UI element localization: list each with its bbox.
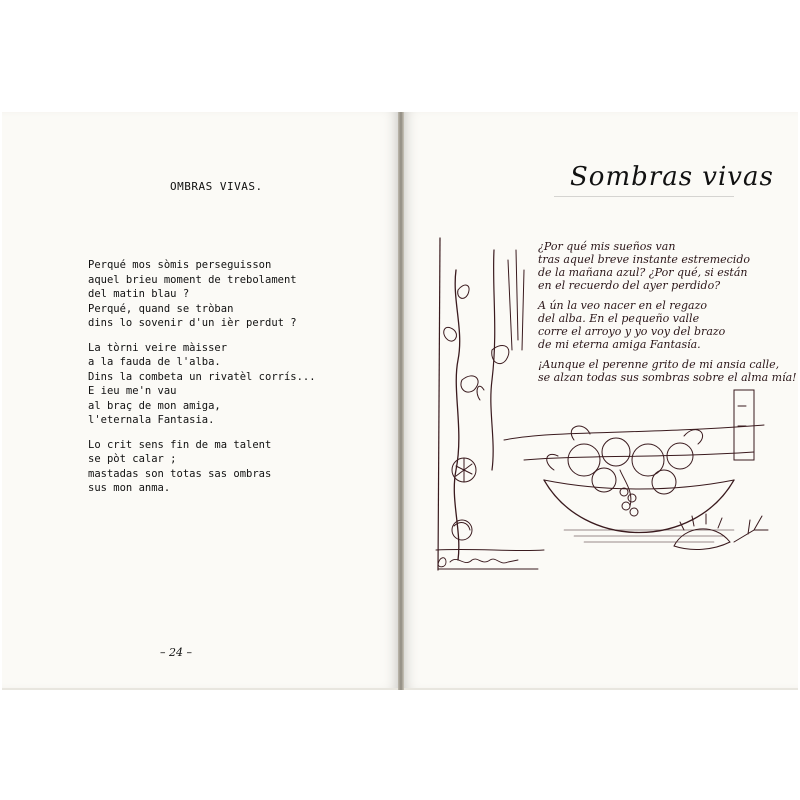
handwritten-poem [538, 240, 797, 384]
handwritten-title: Sombras vivas [570, 162, 774, 192]
show-through-ghost [42, 192, 49, 217]
poem-title: OMBRAS VIVAS. [170, 180, 263, 193]
stanza [88, 438, 378, 496]
right-page [404, 112, 798, 688]
poem-line: del matin blau ? [88, 288, 190, 300]
left-page [2, 112, 399, 688]
handwritten-line: corre el arroyo y yo voy del brazo [538, 325, 726, 338]
handwritten-line: del alba. En el pequeño valle [538, 312, 700, 325]
handwritten-line: ¿Por qué mis sueños van [538, 240, 676, 253]
poem-line: sus mon anma. [88, 482, 171, 494]
poem-line: dins lo sovenir d'un ièr perdut ? [88, 317, 297, 329]
handwritten-line: A ún la veo nacer en el regazo [538, 299, 707, 312]
handwritten-line: de la mañana azul? ¿Por qué, si están [538, 266, 748, 279]
poem-line: E ieu me'n vau [88, 385, 177, 397]
poem-line: l'eternala Fantasia. [88, 414, 215, 426]
poem-line: al braç de mon amiga, [88, 399, 221, 412]
poem-line: Perqué, quand se tròban [88, 302, 234, 315]
poem-line: Dins la combeta un rivatèl corrís... [88, 370, 316, 383]
handwritten-line: tras aquel breve instante estremecido [538, 253, 750, 266]
stanza [88, 341, 378, 428]
title-rule [554, 196, 734, 197]
poem-line: aquel brieu moment de trebolament [88, 273, 297, 286]
stanza [88, 258, 378, 331]
poem-line: Lo crit sens fin de ma talent [88, 438, 272, 451]
poem-line: se pòt calar ; [88, 453, 177, 465]
handwritten-line: ¡Aunque el perenne grito de mi ansia calle, [538, 358, 780, 371]
handwritten-line: de mi eterna amiga Fantasía. [538, 338, 701, 351]
poem-line: mastadas son totas sas ombras [88, 467, 272, 480]
artist-signature [434, 550, 544, 572]
poem-line: La tòrni veire màisser [88, 341, 228, 354]
poem-line: Perqué mos sòmis perseguisson [88, 259, 272, 271]
open-book [2, 112, 798, 690]
handwritten-line: se alzan todas sus sombras sobre el alma mía! [538, 371, 797, 384]
poem-body [88, 258, 378, 506]
handwritten-line: en el recuerdo del ayer perdido? [538, 279, 721, 292]
poem-line: a la fauda de l'alba. [88, 356, 221, 368]
page-number: – 24 – [160, 646, 192, 659]
